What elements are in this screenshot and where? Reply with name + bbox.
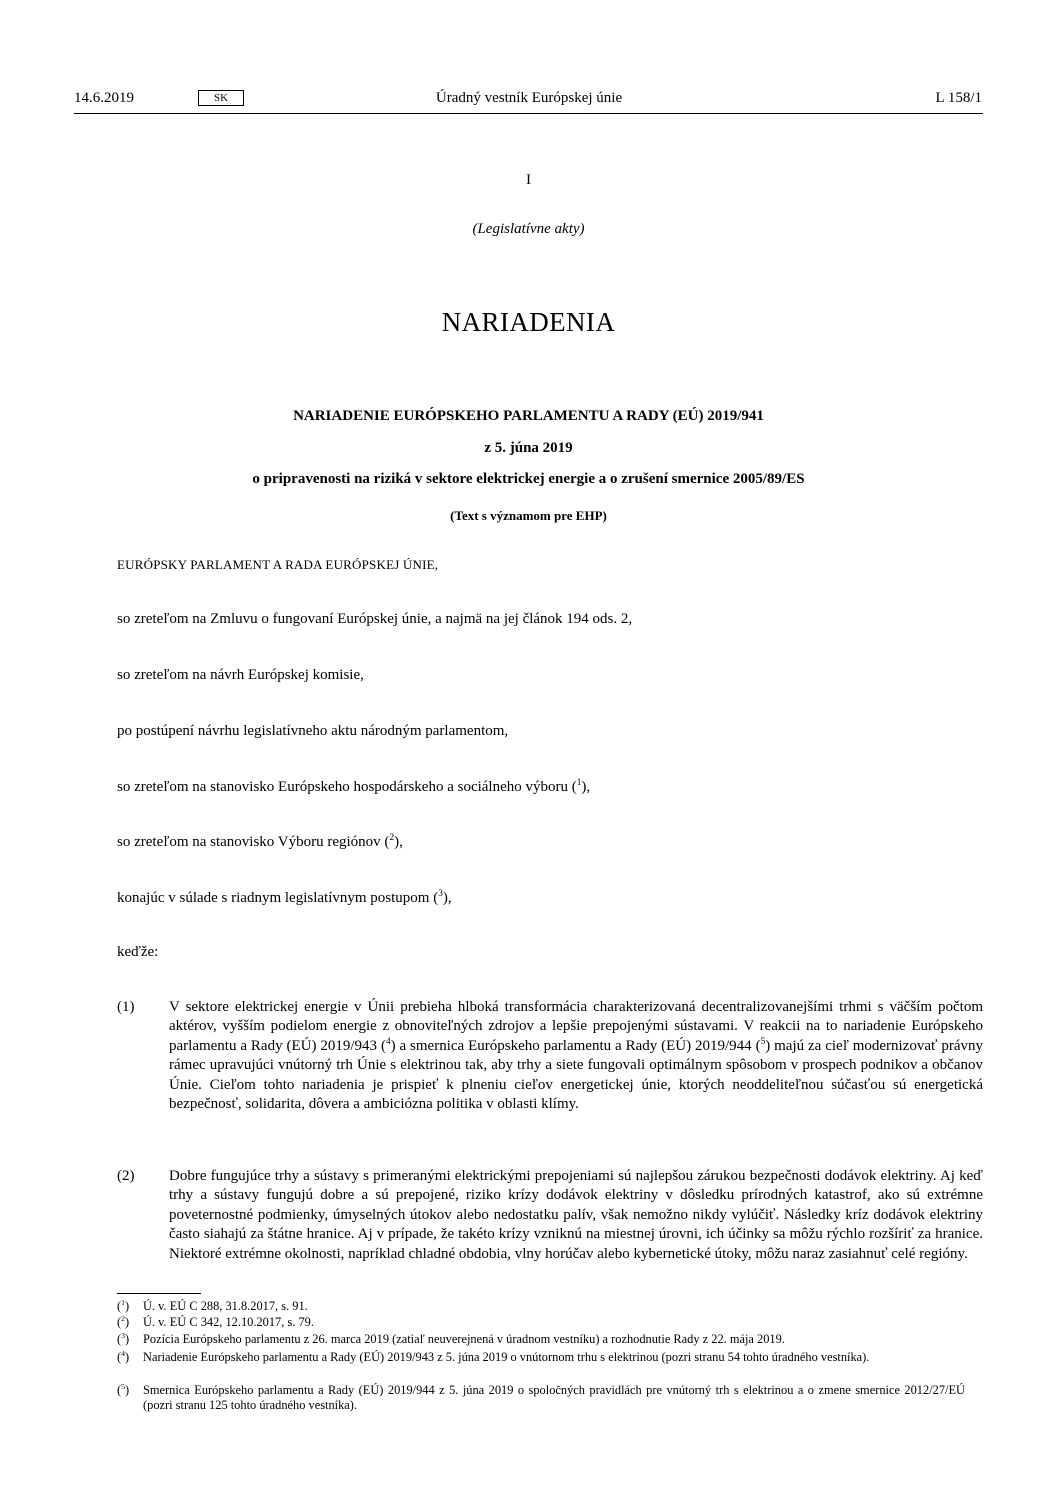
footnote-number: 5 — [121, 1381, 125, 1391]
section-number: I — [526, 172, 531, 188]
journal-title: Úradný vestník Európskej únie — [435, 90, 623, 106]
regulation-title: NARIADENIE EURÓPSKEHO PARLAMENTU A RADY (EÚ) 2019/941 — [293, 408, 764, 424]
footnote-ref[interactable]: 5 — [760, 1036, 766, 1047]
footnote-number: 2 — [121, 1313, 125, 1323]
preamble-citation-1: so zreteľom na Zmluvu o fungovaní Európskej únie, a najmä na jej článok 194 ods. 2, — [117, 611, 633, 627]
footnote-ref[interactable]: 4 — [385, 1036, 391, 1047]
language-badge: SK — [198, 90, 244, 106]
footnote-number: 1 — [121, 1297, 125, 1307]
footnote-text: Pozícia Európskeho parlamentu z 26. marca 2019 (zatiaľ neuverejnená v úradnom vestníku) a rozhodnutie Rady z 22. mája 2019. — [143, 1332, 785, 1346]
regulation-subject: o pripravenosti na riziká v sektore elektrickej energie a o zrušení smernice 2005/89/ES — [252, 471, 805, 487]
footnote-ref[interactable]: 1 — [576, 778, 582, 788]
footnote-number: 3 — [121, 1330, 125, 1340]
eea-relevance: (Text s významom pre EHP) — [450, 508, 607, 523]
preamble-citation-3: po postúpení návrhu legislatívneho aktu národným parlamentom, — [117, 723, 509, 739]
footnote-divider — [117, 1293, 201, 1294]
regulation-date: z 5. júna 2019 — [484, 440, 573, 456]
preamble-citation-5: so zreteľom na stanovisko Výboru regiónov ($^2$), — [117, 833, 403, 850]
footnote-text: Ú. v. EÚ C 342, 12.10.2017, s. 79. — [143, 1315, 314, 1329]
footnote-number: 4 — [121, 1348, 125, 1358]
recital-number: (1) — [117, 999, 135, 1015]
preamble-citation-6: konajúc v súlade s riadnym legislatívnym postupom ($^3$), — [117, 889, 452, 906]
whereas-heading: keďže: — [117, 944, 159, 960]
recital-text: V sektore elektrickej energie v Únii prebieha hlboká transformácia charakterizovaná decentralizovanejšími trhmi s väčším počtom aktérov, vyšším podielom energie z obnoviteľných zdrojov a lepšie prepojenými sústavami. V reakcii na to nariadenie Európskeho parlamentu a Rady (EÚ) 2019/943 ($^4$) a smernica Európskeho parlamentu a Rady (EÚ) 2019/944 ($^5$) majú za cieľ modernizovať právny rámec upravujúci vnútorný trh Únie s elektrinou tak, aby trhy a siete fungovali optimálnym spôsobom v prospech podnikov a občanov Únie. Cieľom tohto nariadenia je prispieť k plneniu cieľov energetickej únie, ktorých neoddeliteľnou súčasťou sú energetická bezpečnosť, solidarita, dôvera a ambiciózna politika v oblasti klímy. — [169, 999, 983, 1113]
recital-text: Dobre fungujúce trhy a sústavy s primeranými elektrickými prepojeniami sú najlepšou zárukou bezpečnosti dodávok elektriny. Aj keď trhy a sústavy fungujú dobre a sú prepojené, riziko krízy dodávok elektriny v dôsledku prírodných katastrof, ako sú extrémne poveternostné podmienky, úmyselných útokov alebo nedostatku palív, však nemožno nikdy vylúčiť. Následky kríz dodávok elektriny často siahajú za štátne hranice. Aj v prípade, že takéto krízy vzniknú na miestnej úrovni, ich účinky sa môžu rýchlo rozšíriť za hranice. Niektoré extrémne okolnosti, napríklad chladné obdobia, vlny horúčav alebo kybernetické útoky, môžu naraz zasiahnuť celé regióny. — [169, 1168, 983, 1262]
recital-number: (2) — [117, 1168, 135, 1184]
footnote-ref[interactable]: 2 — [389, 833, 395, 843]
preamble-authors: EURÓPSKY PARLAMENT A RADA EURÓPSKEJ ÚNIE, — [117, 557, 439, 572]
section-subtitle: (Legislatívne akty) — [472, 221, 585, 237]
document-page: 14.6.2019 SK Úradný vestník Európskej únie L 158/1 I (Legislatívne akty) NARIADENIA NARIADENIE EURÓPSKEHO PARLAMENTU A RADY (EÚ) 2019/941 z 5. júna 2019 o pripravenosti na riziká v sektore elektrickej energie a o zrušení smernice 2005/89/ES (Text s významom pre EHP) EURÓPSKY PARLAMENT A RADA EURÓPSKEJ ÚNIE, so zreteľom na Zmluvu o fungovaní Európskej únie, a najmä na jej článok 194 ods. 2, so zreteľom na návrh Európskej komisie, po postúpení návrhu legislatívneho aktu národným parlamentom, so zreteľom na stanovisko Európskeho hospodárskeho a sociálneho výboru ($^1$), so zreteľom na stanovisko Výboru regiónov ($^2$), konajúc v súlade s riadnym legislatívnym postupom ($^3$), keďže: (1) V sektore elektrickej energie v Únii prebieha hlboká transformácia charakterizovaná decentralizovanejšími trhmi s väčším počtom aktérov, vyšším podielom energie z obnoviteľných zdrojov a lepšie prepojenými sústavami. V reakcii na to nariadenie Európskeho parlamentu a Rady (EÚ) 2019/943 ($^4$) a smernica Európskeho parlamentu a Rady (EÚ) 2019/944 ($^5$) majú za cieľ modernizovať právny rámec upravujúci vnútorný trh Únie s elektrinou tak, aby trhy a siete fungovali optimálnym spôsobom v prospech podnikov a občanov Únie. Cieľom tohto nariadenia je prispieť k plneniu cieľov energetickej únie, ktorých neoddeliteľnou súčasťou sú energetická bezpečnosť, solidarita, dôvera a ambiciózna politika v oblasti klímy. (2) Dobre fungujúce trhy a sústavy s primeranými elektrickými prepojeniami sú najlepšou zárukou bezpečnosti dodávok elektriny. Aj keď trhy a sústavy fungujú dobre a sú prepojené, riziko krízy dodávok elektriny v dôsledku prírodných katastrof, ako sú extrémne poveternostné podmienky, úmyselných útokov alebo nedostatku palív, však nemožno nikdy vylúčiť. Následky kríz dodávok elektriny často siahajú za štátne hranice. Aj v prípade, že takéto krízy vzniknú na miestnej úrovni, ich účinky sa môžu rýchlo rozšíriť za hranice. Niektoré extrémne okolnosti, napríklad chladné obdobia, vlny horúčav alebo kybernetické útoky, môžu naraz zasiahnuť celé regióny. ($^1$) Ú. v. EÚ C 288, 31.8.2017, s. 91. ($^2$) Ú. v. EÚ C 342, 12.10.2017, s. 79. ($^3$) Pozícia Európskeho parlamentu z 26. marca 2019 (zatiaľ neuverejnená v úradnom vestníku) a rozhodnutie Rady z 22. mája 2019. ($^4$) Nariadenie Európskeho parlamentu a Rady (EÚ) 2019/943 z 5. júna 2019 o vnútornom trhu s elektrinou (pozri stranu 54 tohto úradného vestníka). ($^5$) Smernica Európskeho parlamentu a Rady (EÚ) 2019/944 z 5. júna 2019 o spoločných pravidlách pre vnútorný trh s elektrinou a o zmene smernice 2012/27/EÚ (pozri stranu 125 tohto úradného vestníka). — [74, 90, 983, 1413]
preamble-citation-4: so zreteľom na stanovisko Európskeho hospodárskeho a sociálneho výboru ($^1$), — [117, 778, 591, 795]
header-divider — [74, 113, 983, 114]
footnote-ref[interactable]: 3 — [438, 889, 443, 899]
header-date: 14.6.2019 — [74, 90, 134, 106]
footnote-text: Smernica Európskeho parlamentu a Rady (EÚ) 2019/944 z 5. júna 2019 o spoločných pravidlách pre vnútorný trh s elektrinou a o zmene smernice 2012/27/EÚ (pozri stranu 125 tohto úradného vestníka). — [143, 1383, 965, 1413]
footnote-text: Nariadenie Európskeho parlamentu a Rady (EÚ) 2019/943 z 5. júna 2019 o vnútornom trhu s elektrinou (pozri stranu 54 tohto úradného vestníka). — [143, 1350, 870, 1364]
page-reference: L 158/1 — [935, 90, 982, 106]
category-heading: NARIADENIA — [441, 307, 616, 337]
preamble-citation-2: so zreteľom na návrh Európskej komisie, — [117, 667, 364, 683]
footnote-text: Ú. v. EÚ C 288, 31.8.2017, s. 91. — [143, 1299, 308, 1313]
